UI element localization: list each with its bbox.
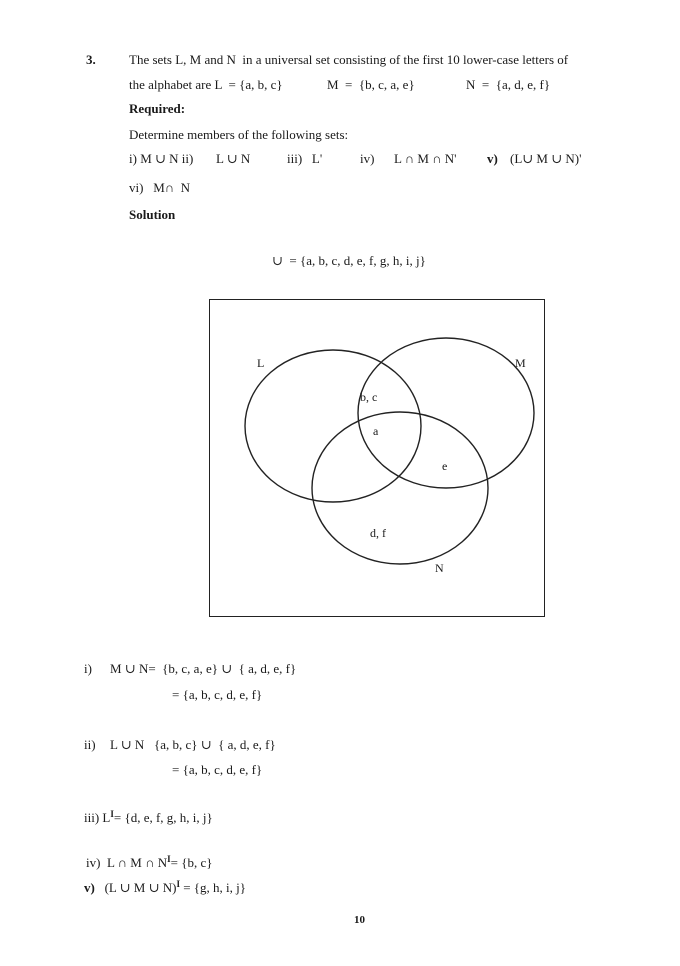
answer-iii-result: = {d, e, f, g, h, i, j} [113,810,213,825]
part-iv-label: iv) [360,151,375,166]
required-heading: Required: [129,101,186,116]
answer-v-label: v) [84,880,95,895]
part-vi: vi) M∩ N [129,180,191,195]
part-i-ii: i) M ∪ N ii) [129,151,194,166]
part-v-label: v) [487,151,498,166]
instruction-text: Determine members of the following sets: [129,127,349,142]
label-m: M [515,356,526,370]
venn-diagram [209,299,545,617]
solution-heading: Solution [129,207,176,222]
region-l-m-n: a [373,424,379,438]
answer-v-complement: I [176,879,180,889]
universal-set: ∪ = {a, b, c, d, e, f, g, h, i, j} [272,253,426,268]
answer-i-label: i) [84,661,92,676]
answer-iv [86,851,213,871]
answer-iii [84,806,213,826]
answer-iv-complement: I [167,854,171,864]
answer-ii-expr: L ∪ N {a, b, c} ∪ { a, d, e, f} [110,737,276,752]
set-l-circle [245,350,421,502]
part-iv-expr: L ∩ M ∩ N' [394,151,457,166]
region-n-only: d, f [370,526,386,540]
answer-iv-result: = {b, c} [170,855,213,870]
answer-v-base: (L ∪ M ∪ N) [104,880,177,895]
question-number: 3. [86,52,96,67]
answer-iii-base: L [102,810,111,825]
page-number: 10 [354,914,365,926]
set-m-definition: M = {b, c, a, e} [327,77,415,92]
part-iii: iii) L' [287,151,323,166]
answer-v [84,876,246,896]
set-n-circle [312,412,488,564]
answer-iv-base: L ∩ M ∩ N [106,855,168,870]
part-ii-expr: L ∪ N [216,151,251,166]
answer-ii-label: ii) [84,737,96,752]
question-line-2: the alphabet are L = {a, b, c} [129,77,283,92]
venn-svg [210,300,546,618]
set-n-definition: N = {a, d, e, f} [466,77,551,92]
answer-iv-label: iv) [86,855,101,870]
answer-i-result: = {a, b, c, d, e, f} [172,687,263,702]
answer-ii-result: = {a, b, c, d, e, f} [172,762,263,777]
answer-v-result: = {g, h, i, j} [179,880,247,895]
label-l: L [257,356,265,370]
answer-i-expr: M ∪ N= {b, c, a, e} ∪ { a, d, e, f} [110,661,297,676]
label-n: N [435,561,444,575]
part-v-expr: (L∪ M ∪ N)' [510,151,582,166]
answer-iii-complement: I [110,809,114,819]
answer-iii-label: iii) [84,810,100,825]
region-m-n: e [442,459,448,473]
region-l-m: b, c [360,390,378,404]
question-line-1: The sets L, M and N in a universal set consisting of the first 10 lower-case letters of [129,52,569,67]
